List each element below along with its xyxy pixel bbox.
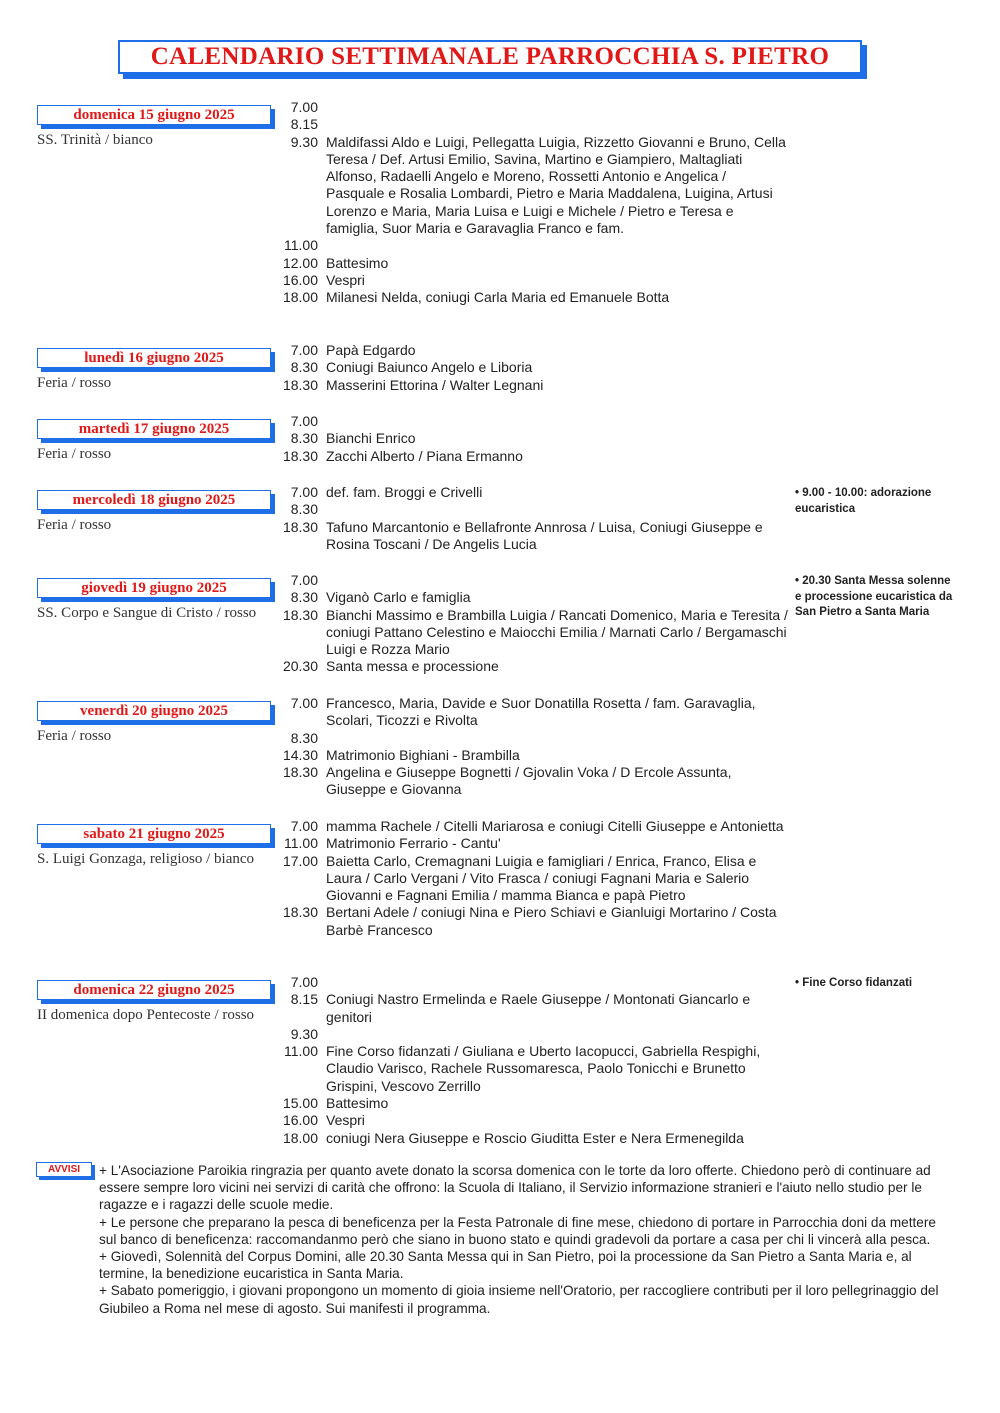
- mass-intention: Vespri: [326, 1112, 365, 1129]
- mass-intention: Angelina e Giuseppe Bognetti / Gjovalin Voka / D Ercole Assunta, Giuseppe e Giovanna: [326, 764, 732, 798]
- day-liturgy: S. Luigi Gonzaga, religioso / bianco: [37, 851, 255, 867]
- mass-row: [272, 255, 792, 272]
- mass-time: 8.30: [290, 359, 318, 376]
- mass-time: 18.30: [282, 606, 318, 623]
- mass-row: [272, 289, 792, 306]
- mass-intention: [326, 237, 788, 254]
- mass-intention: [326, 116, 788, 133]
- mass-row: [272, 359, 792, 376]
- mass-row: [272, 413, 792, 430]
- mass-list: [272, 818, 792, 939]
- day-date: lunedì 16 giugno 2025: [84, 349, 224, 366]
- day-date-box: [37, 490, 271, 510]
- mass-row: [272, 1130, 792, 1147]
- day-date: mercoledì 18 giugno 2025: [72, 491, 236, 508]
- avvisi-label-box: [36, 1162, 92, 1177]
- day-date: venerdì 20 giugno 2025: [80, 702, 228, 719]
- mass-intention: def. fam. Broggi e Crivelli: [326, 484, 483, 500]
- day-date: domenica 15 giugno 2025: [73, 106, 235, 123]
- mass-intention: Coniugi Nastro Ermelinda e Raele Giuseppe / Montonati Giancarlo e genitori: [326, 991, 751, 1025]
- mass-list: [272, 974, 792, 1147]
- mass-row: [272, 747, 792, 764]
- mass-intention: Matrimonio Bighiani - Brambilla: [326, 746, 520, 763]
- mass-list: [272, 342, 792, 394]
- mass-row: [272, 974, 792, 991]
- mass-intention: Tafuno Marcantonio e Bellafronte Annrosa / Luisa, Coniugi Giuseppe e Rosina Toscani / De Angelis Lucia: [326, 518, 763, 552]
- mass-time: 7.00: [290, 572, 318, 588]
- mass-row: [272, 1043, 792, 1095]
- avviso-item: + Le persone che preparano la pesca di beneficenza per la Festa Patronale di fine mese, chiedono di portare in Parrocchia doni da mettere sul banco di beneficenza: raccomandanmo però che siano in buono stato e quindi gradevoli da portare a casa per chi li vincerà alla pesca.: [99, 1214, 936, 1247]
- mass-row: [272, 377, 792, 394]
- mass-intention: mamma Rachele / Citelli Mariarosa e coniugi Citelli Giuseppe e Antonietta: [326, 818, 784, 834]
- mass-time: 15.00: [282, 1095, 318, 1112]
- mass-time: 7.00: [290, 413, 318, 429]
- mass-time: 16.00: [282, 271, 318, 288]
- day-liturgy: SS. Corpo e Sangue di Cristo / rosso: [37, 605, 257, 621]
- mass-time: 17.00: [282, 852, 318, 869]
- day-liturgy: Feria / rosso: [37, 728, 112, 744]
- mass-row: [272, 572, 792, 589]
- mass-row: [272, 501, 792, 518]
- mass-row: [272, 116, 792, 133]
- mass-time: 14.30: [282, 746, 318, 763]
- mass-intention: Battesimo: [326, 254, 389, 271]
- day-note: • 20.30 Santa Messa solenne e processione eucaristica da San Pietro a Santa Maria: [795, 575, 953, 618]
- mass-row: [272, 430, 792, 447]
- mass-row: [272, 835, 792, 852]
- mass-row: [272, 1112, 792, 1129]
- mass-intention: Coniugi Baiunco Angelo e Liboria: [326, 359, 533, 376]
- avvisi-list: [99, 1162, 954, 1317]
- mass-row: [272, 342, 792, 359]
- mass-row: [272, 484, 792, 501]
- mass-row: [272, 589, 792, 606]
- day-liturgy: SS. Trinità / bianco: [37, 132, 153, 148]
- mass-intention: [326, 730, 788, 747]
- mass-time: 8.30: [290, 589, 318, 606]
- mass-intention: Bertani Adele / coniugi Nina e Piero Schiavi e Gianluigi Mortarino / Costa Barbè Francesco: [326, 904, 777, 938]
- day-liturgy: II domenica dopo Pentecoste / rosso: [37, 1007, 255, 1023]
- day-date-box: [37, 701, 271, 721]
- mass-row: [272, 1026, 792, 1043]
- mass-time: 7.00: [290, 99, 318, 115]
- mass-row: [272, 991, 792, 1026]
- mass-time: 18.30: [282, 764, 318, 781]
- mass-row: [272, 519, 792, 554]
- mass-time: 8.15: [290, 991, 318, 1008]
- mass-time: 7.00: [290, 342, 318, 358]
- mass-intention: Vespri: [326, 271, 365, 288]
- mass-time: 16.00: [282, 1112, 318, 1129]
- day-note: • Fine Corso fidanzati: [795, 977, 913, 989]
- mass-time: 7.00: [290, 695, 318, 711]
- mass-time: 18.30: [282, 376, 318, 393]
- mass-intention: Masserini Ettorina / Walter Legnani: [326, 376, 544, 393]
- mass-row: [272, 730, 792, 747]
- mass-row: [272, 853, 792, 905]
- day-date: giovedì 19 giugno 2025: [81, 579, 227, 596]
- mass-list: [272, 695, 792, 799]
- mass-time: 11.00: [284, 1043, 318, 1060]
- mass-time: 18.30: [282, 518, 318, 535]
- day-date-box: [37, 980, 271, 1000]
- mass-list: [272, 484, 792, 553]
- page-title-box: [118, 40, 862, 74]
- mass-intention: Fine Corso fidanzati / Giuliana e Uberto Iacopucci, Gabriella Respighi, Claudio Varisco, Rachele Russomaresca, Paolo Tonicchi e Brunetto Grispini, Vescovo Zerrillo: [326, 1043, 761, 1094]
- avviso-item: + L'Asociazione Paroikia ringrazia per quanto avete donato la scorsa domenica con le torte da loro offerte. Chiedono però di continuare ad essere sempre loro vicini nei servizi di carità che offrono: la Scuola di Italiano, il Servizio informazione stranieri e l'aiuto nello studio per le ragazze e i ragazzi delle scuole medie.: [99, 1163, 931, 1213]
- mass-row: [272, 607, 792, 659]
- avviso-item: + Giovedì, Solennità del Corpus Domini, alle 20.30 Santa Messa qui in San Pietro, poi la processione da San Pietro a Santa Maria e, al termine, la benedizione eucaristica in Santa Maria.: [99, 1249, 912, 1282]
- mass-intention: Papà Edgardo: [326, 342, 416, 358]
- mass-intention: [326, 1026, 788, 1043]
- mass-time: 8.30: [290, 501, 318, 518]
- mass-row: [272, 1095, 792, 1112]
- mass-row: [272, 237, 792, 254]
- mass-time: 18.00: [282, 289, 318, 306]
- mass-time: 11.00: [284, 237, 318, 254]
- mass-row: [272, 904, 792, 939]
- mass-list: [272, 413, 792, 465]
- day-note: • 9.00 - 10.00: adorazione eucaristica: [795, 487, 932, 515]
- mass-row: [272, 99, 792, 116]
- day-liturgy: Feria / rosso: [37, 375, 112, 391]
- mass-intention: Milanesi Nelda, coniugi Carla Maria ed Emanuele Botta: [326, 289, 670, 306]
- mass-time: 11.00: [284, 835, 318, 852]
- mass-intention: [326, 974, 788, 991]
- mass-list: [272, 99, 792, 307]
- mass-time: 8.30: [290, 430, 318, 447]
- mass-intention: Zacchi Alberto / Piana Ermanno: [326, 447, 523, 464]
- mass-intention: [326, 572, 788, 589]
- mass-intention: Matrimonio Ferrario - Cantu': [326, 835, 501, 852]
- day-liturgy: Feria / rosso: [37, 517, 112, 533]
- mass-time: 7.00: [290, 818, 318, 834]
- mass-intention: coniugi Nera Giuseppe e Roscio Giuditta Ester e Nera Ermenegilda: [326, 1129, 744, 1146]
- mass-row: [272, 134, 792, 238]
- mass-time: 20.30: [282, 658, 318, 675]
- avviso-item: + Sabato pomeriggio, i giovani propongono un momento di gioia insieme nell'Oratorio, per raccogliere contributi per il loro pellegrinaggio del Giubileo a Roma nel mese di agosto. Sui manifesti il programma.: [99, 1283, 939, 1316]
- mass-intention: Viganò Carlo e famiglia: [326, 589, 471, 606]
- mass-time: 18.30: [282, 447, 318, 464]
- mass-time: 18.30: [282, 904, 318, 921]
- mass-time: 8.15: [290, 116, 318, 133]
- mass-time: 7.00: [290, 974, 318, 990]
- day-date: sabato 21 giugno 2025: [83, 825, 225, 842]
- mass-intention: Santa messa e processione: [326, 658, 499, 675]
- mass-intention: Battesimo: [326, 1095, 389, 1112]
- day-date-box: [37, 824, 271, 844]
- mass-time: 12.00: [282, 254, 318, 271]
- page-title: CALENDARIO SETTIMANALE PARROCCHIA S. PIETRO: [150, 43, 830, 70]
- avvisi-label: AVVISI: [47, 1164, 81, 1175]
- mass-row: [272, 764, 792, 799]
- mass-intention: Francesco, Maria, Davide e Suor Donatilla Rosetta / fam. Garavaglia, Scolari, Ticozzi e Rivolta: [326, 695, 756, 729]
- mass-time: 8.30: [290, 729, 318, 746]
- mass-intention: Bianchi Massimo e Brambilla Luigia / Rancati Domenico, Maria e Teresita / coniugi Pattano Celestino e Maiocchi Emilia / Marnati Carlo / Bergamaschi Luigi e Rozza Mario: [326, 606, 788, 658]
- mass-time: 9.30: [290, 133, 318, 150]
- day-date-box: [37, 105, 271, 125]
- day-date: martedì 17 giugno 2025: [78, 420, 230, 437]
- mass-time: 18.00: [282, 1129, 318, 1146]
- mass-row: [272, 818, 792, 835]
- mass-time: 7.00: [290, 484, 318, 500]
- day-date-box: [37, 578, 271, 598]
- mass-row: [272, 695, 792, 730]
- mass-row: [272, 658, 792, 675]
- mass-intention: Bianchi Enrico: [326, 430, 416, 447]
- mass-row: [272, 272, 792, 289]
- day-date-box: [37, 419, 271, 439]
- mass-list: [272, 572, 792, 676]
- day-date: domenica 22 giugno 2025: [73, 981, 235, 998]
- mass-intention: Maldifassi Aldo e Luigi, Pellegatta Luigia, Rizzetto Giovanni e Bruno, Cella Teresa / Def. Artusi Emilio, Savina, Martino e Giampiero, Maltagliati Alfonso, Radaelli Angelo e Moreno, Rossetti Antonio e Angelica / Pasquale e Rosalia Lombardi, Pietro e Maria Maddalena, Luigina, Artusi Lorenzo e Maria, Maria Luisa e Luigi e Michele / Pietro e Teresa e famiglia, Suor Maria e Garavaglia Franco e fam.: [326, 133, 786, 237]
- day-liturgy: Feria / rosso: [37, 446, 112, 462]
- mass-intention: Baietta Carlo, Cremagnani Luigia e famigliari / Enrica, Franco, Elisa e Laura / Carlo Vergani / Vito Frasca / coniugi Fagnani Maria e Salerio Giovanni e Fagnani Emilia / mamma Bianca e papà Pietro: [326, 852, 757, 904]
- mass-intention: [326, 413, 788, 430]
- mass-time: 9.30: [290, 1025, 318, 1042]
- mass-intention: [326, 501, 788, 518]
- mass-intention: [326, 99, 788, 116]
- mass-row: [272, 448, 792, 465]
- day-date-box: [37, 348, 271, 368]
